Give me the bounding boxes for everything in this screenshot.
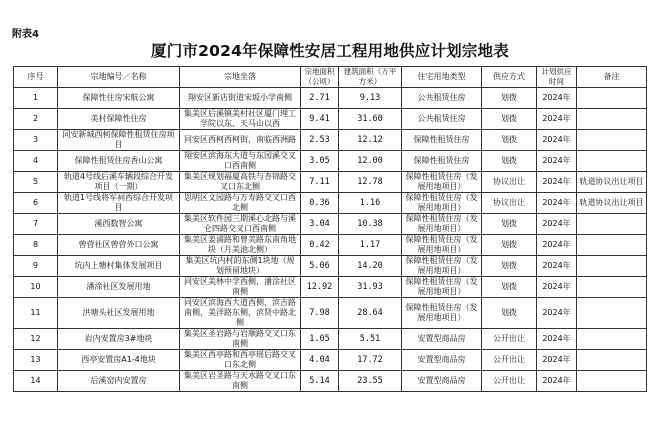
cell-supply-time: 2024年 — [537, 88, 577, 109]
cell-supply-time: 2024年 — [537, 172, 577, 193]
cell-seq: 3 — [14, 130, 58, 151]
cell-seq: 1 — [14, 88, 58, 109]
cell-name: 保障性租赁住房香山公寓 — [58, 151, 180, 172]
cell-land-area: 7.98 — [301, 298, 339, 329]
cell-build-area: 5.51 — [339, 329, 402, 350]
cell-land-area: 3.04 — [301, 214, 339, 235]
cell-name: 坑内上塘村集体发展项目 — [58, 256, 180, 277]
cell-name: 曾营社区曾营外口公寓 — [58, 235, 180, 256]
cell-location: 同安区西柯西柯街，南临西洲路 — [180, 130, 301, 151]
cell-name: 轨道1号线将军祠西综合开发项目 — [58, 193, 180, 214]
cell-seq: 14 — [14, 371, 58, 392]
cell-supply-time: 2024年 — [537, 235, 577, 256]
cell-remark — [577, 109, 647, 130]
table-row — [14, 277, 647, 298]
header-name: 宗地编号／名称 — [58, 67, 180, 88]
cell-name: 洪塘头社区发展用地 — [58, 298, 180, 329]
cell-seq: 7 — [14, 214, 58, 235]
cell-remark: 轨道协议出让项目 — [577, 172, 647, 193]
cell-build-area: 28.64 — [339, 298, 402, 329]
table-row — [14, 235, 647, 256]
table-row — [14, 88, 647, 109]
cell-supply-method: 协议出让 — [482, 193, 537, 214]
cell-supply-time: 2024年 — [537, 277, 577, 298]
cell-land-area: 3.05 — [301, 151, 339, 172]
cell-supply-method: 划拨 — [482, 109, 537, 130]
cell-build-area: 9.13 — [339, 88, 402, 109]
header-land-area: 宗地面积（公顷） — [301, 67, 339, 88]
header-remark: 备注 — [577, 67, 647, 88]
cell-location: 集美区姜浦路和曾美路东南角地块（月美池北侧） — [180, 235, 301, 256]
cell-supply-time: 2024年 — [537, 298, 577, 329]
cell-seq: 6 — [14, 193, 58, 214]
cell-location: 同安区滨海西大道西侧，滨吉路南侧，美洋路东侧，滨贤中路北侧 — [180, 298, 301, 329]
cell-supply-method: 划拨 — [482, 298, 537, 329]
cell-housing-type: 公共租赁住房 — [402, 88, 482, 109]
table-row — [14, 151, 647, 172]
attachment-label: 附表4 — [12, 29, 39, 40]
cell-location: 集美区软件园三期溪心北路与溪仑四路交叉口西南侧 — [180, 214, 301, 235]
cell-land-area: 0.36 — [301, 193, 339, 214]
cell-remark — [577, 298, 647, 329]
table-row — [14, 172, 647, 193]
cell-land-area: 7.11 — [301, 172, 339, 193]
cell-name: 同安新城西柯保障性租赁住房项目 — [58, 130, 180, 151]
page-title: 厦门市2024年保障性安居工程用地供应计划宗地表 — [151, 42, 509, 60]
cell-housing-type: 保障性租赁住房（发展用地项目） — [402, 193, 482, 214]
cell-remark — [577, 151, 647, 172]
cell-land-area: 5.14 — [301, 371, 339, 392]
cell-name: 后溪窑内安置房 — [58, 371, 180, 392]
cell-supply-method: 公开出让 — [482, 329, 537, 350]
cell-seq: 5 — [14, 172, 58, 193]
cell-remark — [577, 277, 647, 298]
cell-build-area: 31.60 — [339, 109, 402, 130]
cell-seq: 10 — [14, 277, 58, 298]
cell-remark — [577, 350, 647, 371]
table-row — [14, 256, 647, 277]
cell-location: 翔安区新店街道宋坂小学南侧 — [180, 88, 301, 109]
cell-land-area: 4.04 — [301, 350, 339, 371]
cell-name: 保障性住房宋航公寓 — [58, 88, 180, 109]
cell-location: 集美区西亭路和西亭瑶后路交叉口东北侧 — [180, 350, 301, 371]
land-supply-table — [13, 66, 647, 392]
cell-seq: 8 — [14, 235, 58, 256]
table-row — [14, 298, 647, 329]
cell-supply-method: 协议出让 — [482, 172, 537, 193]
cell-supply-method: 划拨 — [482, 214, 537, 235]
cell-housing-type: 保障性租赁住房 — [402, 130, 482, 151]
cell-housing-type: 保障性租赁住房（发展用地项目） — [402, 172, 482, 193]
cell-name: 美村保障性住房 — [58, 109, 180, 130]
cell-name: 溪西数智公寓 — [58, 214, 180, 235]
cell-land-area: 0.42 — [301, 235, 339, 256]
cell-location: 思明区文园路与万寿路交叉口西北侧 — [180, 193, 301, 214]
cell-supply-method: 划拨 — [482, 235, 537, 256]
cell-supply-time: 2024年 — [537, 109, 577, 130]
cell-supply-method: 公开出让 — [482, 350, 537, 371]
cell-housing-type: 公共租赁住房 — [402, 109, 482, 130]
cell-supply-method: 划拨 — [482, 88, 537, 109]
cell-name: 西亭安置房A1-4地块 — [58, 350, 180, 371]
cell-housing-type: 保障性租赁住房（发展用地项目） — [402, 277, 482, 298]
cell-housing-type: 保障性租赁住房（发展用地项目） — [402, 256, 482, 277]
cell-build-area: 10.38 — [339, 214, 402, 235]
cell-remark — [577, 256, 647, 277]
cell-name: 轨道4号线后溪车辆段综合开发项目（一期） — [58, 172, 180, 193]
cell-land-area: 5.06 — [301, 256, 339, 277]
cell-seq: 4 — [14, 151, 58, 172]
header-build-area: 建筑面积（万平方米） — [339, 67, 402, 88]
cell-land-area: 2.53 — [301, 130, 339, 151]
header-supply-method: 供应方式 — [482, 67, 537, 88]
table-row — [14, 371, 647, 392]
cell-housing-type: 保障性租赁住房（发展用地项目） — [402, 214, 482, 235]
cell-seq: 9 — [14, 256, 58, 277]
cell-name: 岩内安置房3#地块 — [58, 329, 180, 350]
cell-remark — [577, 371, 647, 392]
table-row — [14, 130, 647, 151]
cell-remark — [577, 235, 647, 256]
table-row — [14, 350, 647, 371]
cell-location: 集美区后溪镇美村社区厦门理工学院以东、天马山以西 — [180, 109, 301, 130]
cell-supply-method: 划拨 — [482, 256, 537, 277]
cell-build-area: 17.72 — [339, 350, 402, 371]
cell-build-area: 14.20 — [339, 256, 402, 277]
header-location: 宗地坐落 — [180, 67, 301, 88]
cell-location: 集美区规划福厦高铁与杏锦路交叉口东北侧 — [180, 172, 301, 193]
table-row — [14, 214, 647, 235]
cell-remark — [577, 329, 647, 350]
header-housing-type: 住宅用地类型 — [402, 67, 482, 88]
cell-land-area: 9.41 — [301, 109, 339, 130]
cell-location: 集美区圣岩路与岩顺路交叉口东南侧 — [180, 329, 301, 350]
table-row — [14, 329, 647, 350]
cell-supply-time: 2024年 — [537, 130, 577, 151]
cell-build-area: 1.16 — [339, 193, 402, 214]
cell-location: 同安区美林中学西侧，潘涂社区南侧 — [180, 277, 301, 298]
cell-housing-type: 安置型商品房 — [402, 329, 482, 350]
cell-supply-method: 划拨 — [482, 130, 537, 151]
cell-supply-time: 2024年 — [537, 151, 577, 172]
cell-land-area: 1.05 — [301, 329, 339, 350]
cell-supply-time: 2024年 — [537, 371, 577, 392]
cell-housing-type: 保障性租赁住房 — [402, 151, 482, 172]
cell-supply-method: 划拨 — [482, 151, 537, 172]
cell-housing-type: 安置型商品房 — [402, 350, 482, 371]
cell-build-area: 31.93 — [339, 277, 402, 298]
cell-supply-method: 公开出让 — [482, 371, 537, 392]
cell-seq: 11 — [14, 298, 58, 329]
cell-supply-time: 2024年 — [537, 329, 577, 350]
cell-seq: 13 — [14, 350, 58, 371]
table-row — [14, 193, 647, 214]
cell-remark: 轨道协议出让项目 — [577, 193, 647, 214]
cell-supply-time: 2024年 — [537, 214, 577, 235]
cell-build-area: 1.17 — [339, 235, 402, 256]
cell-remark — [577, 88, 647, 109]
header-supply-time: 计划供应时间 — [537, 67, 577, 88]
cell-supply-time: 2024年 — [537, 256, 577, 277]
cell-land-area: 12.92 — [301, 277, 339, 298]
cell-build-area: 12.78 — [339, 172, 402, 193]
table-row — [14, 109, 647, 130]
cell-build-area: 12.00 — [339, 151, 402, 172]
cell-location: 翔安区滨海东大道与东园溪交叉口西南侧 — [180, 151, 301, 172]
cell-remark — [577, 130, 647, 151]
cell-housing-type: 安置型商品房 — [402, 371, 482, 392]
cell-housing-type: 保障性租赁住房（发展用地项目） — [402, 298, 482, 329]
cell-build-area: 23.55 — [339, 371, 402, 392]
cell-location: 集美区坑内村的东侧1块地（规划预留地块） — [180, 256, 301, 277]
cell-supply-method: 划拨 — [482, 277, 537, 298]
cell-seq: 2 — [14, 109, 58, 130]
cell-build-area: 12.12 — [339, 130, 402, 151]
cell-supply-time: 2024年 — [537, 350, 577, 371]
table-header-row — [14, 67, 647, 88]
cell-location: 集美区岩圣路与天水路交叉口东南侧 — [180, 371, 301, 392]
cell-housing-type: 保障性租赁住房（发展用地项目） — [402, 235, 482, 256]
cell-remark — [577, 214, 647, 235]
header-seq: 序号 — [14, 67, 58, 88]
cell-land-area: 2.71 — [301, 88, 339, 109]
cell-supply-time: 2024年 — [537, 193, 577, 214]
cell-seq: 12 — [14, 329, 58, 350]
cell-name: 潘涂社区发展用地 — [58, 277, 180, 298]
